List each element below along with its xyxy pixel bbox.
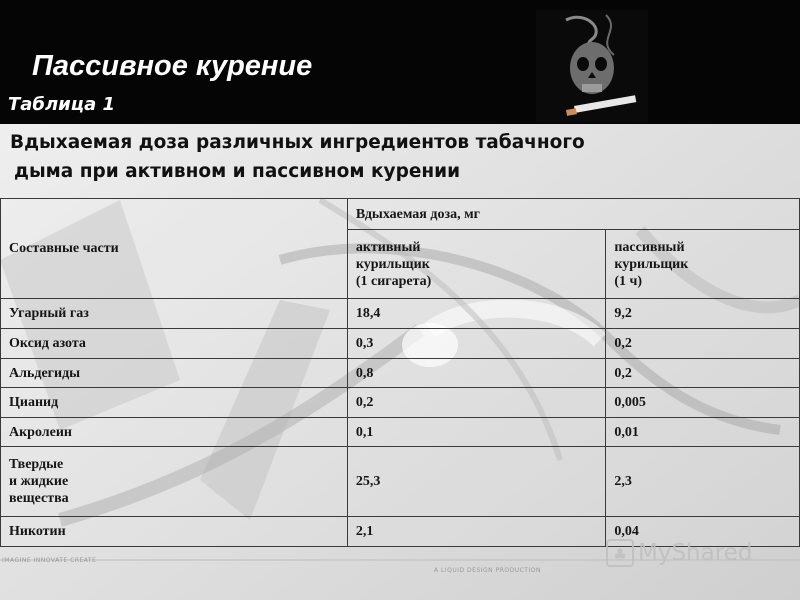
cell-component: Угарный газ [1, 299, 348, 329]
cell-component: Акролеин [1, 418, 348, 447]
header-active-line: активный [355, 239, 421, 255]
cell-passive: 0,2 [606, 359, 800, 388]
cell-component: Оксид азота [1, 329, 348, 359]
slide-title: Пассивное курение [32, 50, 313, 82]
cell-passive: 2,3 [606, 447, 800, 517]
header-passive-line: (1 ч) [614, 273, 643, 289]
table-subtitle [10, 128, 670, 186]
table-row [1, 447, 800, 517]
tree-icon: ♣ [606, 539, 634, 567]
cell-passive: 0,01 [606, 418, 800, 447]
table-row [1, 388, 800, 418]
header-active [347, 230, 606, 299]
table-row [1, 299, 800, 329]
cell-active: 0,8 [347, 359, 606, 388]
cell-active: 18,4 [347, 299, 606, 329]
myshared-watermark [606, 538, 752, 568]
cell-active: 0,1 [347, 418, 606, 447]
cell-component: Альдегиды [1, 359, 348, 388]
table-caption: Таблица 1 [8, 94, 116, 115]
header-components: Составные части [1, 199, 348, 299]
table-header-row [1, 199, 800, 230]
watermark-text: MyShared [638, 540, 753, 566]
cell-active: 25,3 [347, 447, 606, 517]
footer-credit: A LIQUID DESIGN PRODUCTION [434, 567, 541, 574]
header-dose: Вдыхаемая доза, мг [347, 199, 799, 230]
cell-passive: 0,04 [606, 517, 800, 547]
subtitle-line-1: Вдыхаемая доза различных ингредиентов табачного [10, 132, 585, 153]
header-active-line: курильщик [355, 256, 430, 272]
cell-passive: 9,2 [606, 299, 800, 329]
table-row [1, 329, 800, 359]
component-line: вещества [9, 491, 69, 506]
smoking-skull-image [536, 10, 648, 122]
component-line: Твердые [9, 457, 64, 472]
header-passive-line: пассивный [614, 239, 685, 255]
header-passive [606, 230, 800, 299]
cell-active: 0,3 [347, 329, 606, 359]
cell-passive: 0,005 [606, 388, 800, 418]
cell-component: Цианид [1, 388, 348, 418]
subtitle-line-2: дыма при активном и пассивном курении [14, 161, 461, 182]
table-row [1, 418, 800, 447]
cell-component: Никотин [1, 517, 348, 547]
header-active-line: (1 сигарета) [355, 273, 432, 289]
header-passive-line: курильщик [614, 256, 689, 272]
inhaled-dose-table [0, 198, 800, 547]
cell-active: 2,1 [347, 517, 606, 547]
footer-tagline: IMAGINE INNOVATE CREATE [2, 557, 97, 564]
component-line: и жидкие [9, 474, 69, 489]
cell-active: 0,2 [347, 388, 606, 418]
table-row [1, 359, 800, 388]
cell-component [1, 447, 348, 517]
cell-passive: 0,2 [606, 329, 800, 359]
